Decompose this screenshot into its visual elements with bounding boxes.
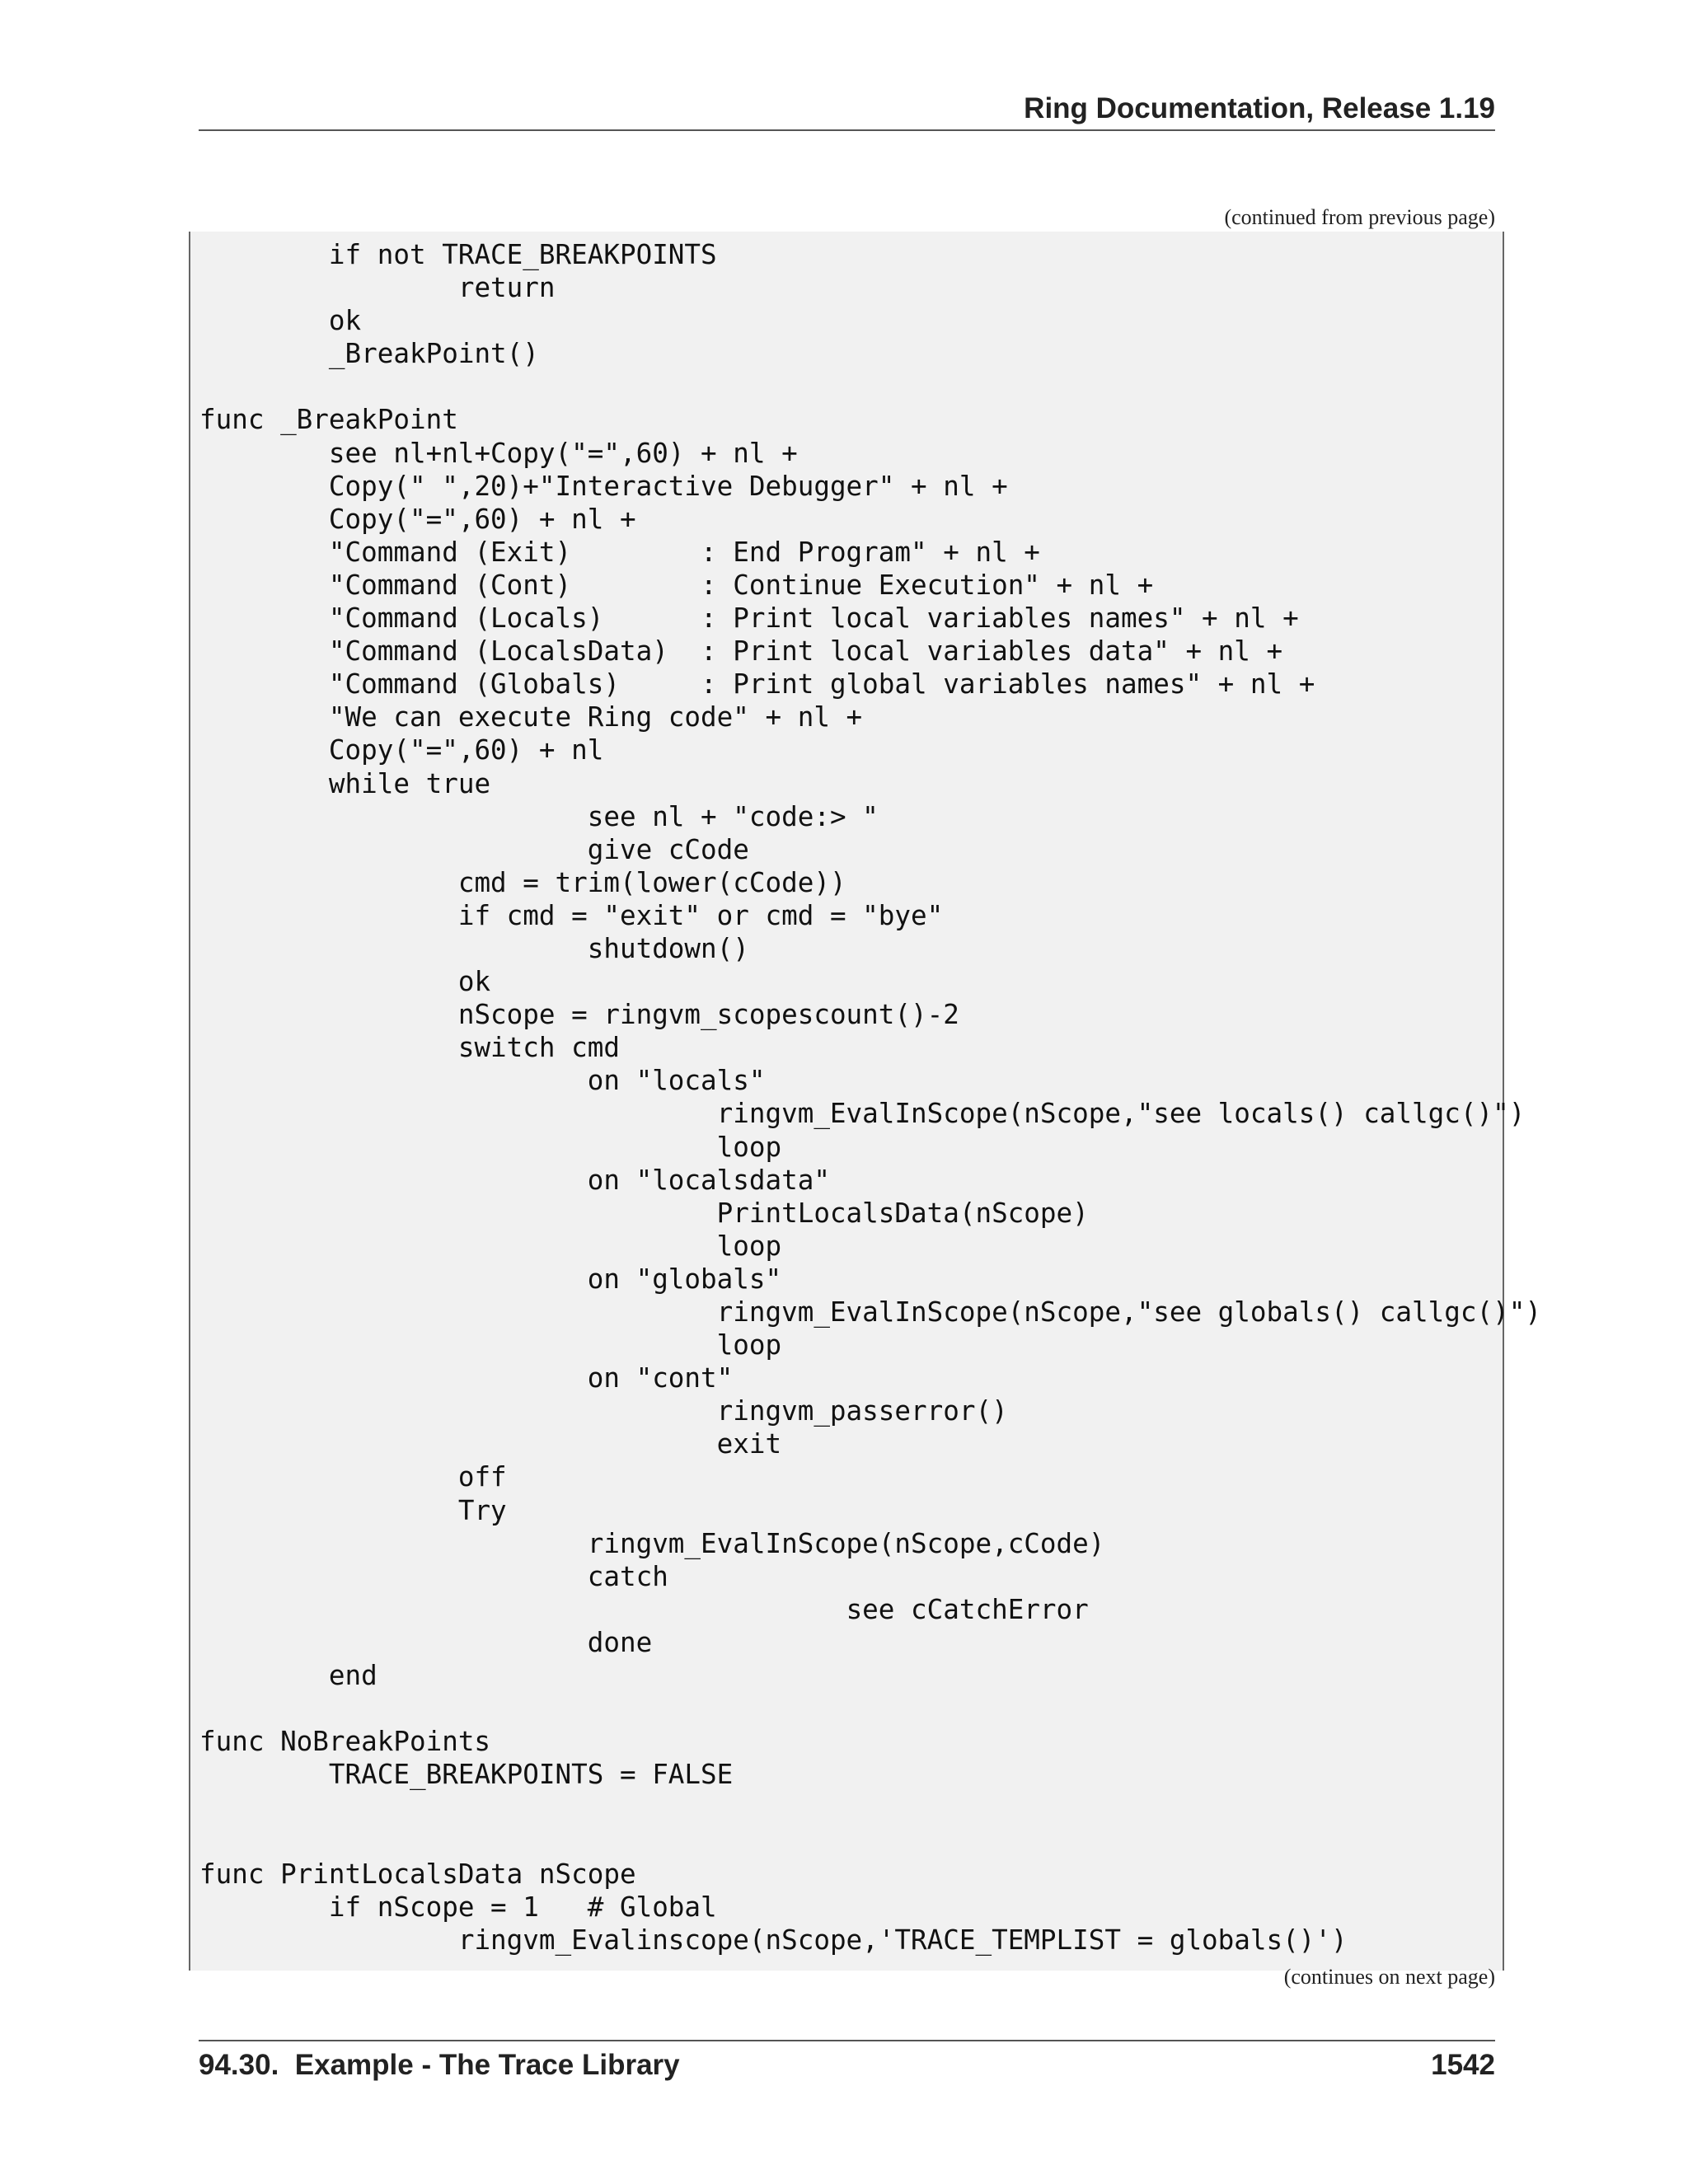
footer-section-title: 94.30. Example - The Trace Library — [199, 2049, 680, 2081]
code-line: if cmd = "exit" or cmd = "bye" — [199, 899, 944, 931]
code-line: ringvm_passerror() — [199, 1395, 1008, 1427]
code-line — [199, 1692, 1541, 1725]
code-line: "Command (Cont) : Continue Execution" + nl + — [199, 569, 1154, 601]
code-line: TRACE_BREAKPOINTS = FALSE — [199, 1759, 734, 1791]
code-line: func NoBreakPoints — [199, 1726, 491, 1758]
code-line: Try — [199, 1494, 507, 1526]
code-line: nScope = ringvm_scopescount()-2 — [199, 999, 959, 1031]
code-line: ok — [199, 966, 491, 998]
code-line: switch cmd — [199, 1032, 620, 1064]
code-line: if not TRACE_BREAKPOINTS — [199, 239, 717, 270]
code-line: Copy(" ",20)+"Interactive Debugger" + nl + — [199, 470, 1008, 502]
code-line — [199, 370, 1541, 403]
code-line: off — [199, 1461, 507, 1493]
code-listing — [199, 238, 1541, 1957]
code-line: end — [199, 1660, 377, 1692]
code-line: loop — [199, 1230, 782, 1262]
code-line: exit — [199, 1428, 782, 1460]
code-line: ringvm_Evalinscope(nScope,'TRACE_TEMPLIST = globals()') — [199, 1924, 1348, 1956]
header-title: Ring Documentation, Release 1.19 — [1024, 92, 1495, 124]
code-line: cmd = trim(lower(cCode)) — [199, 866, 846, 898]
code-line — [199, 1791, 1541, 1824]
footer-page-number: 1542 — [1431, 2049, 1495, 2081]
code-line: on "cont" — [199, 1362, 734, 1394]
code-line: on "locals" — [199, 1065, 766, 1097]
code-line: Copy("=",60) + nl — [199, 734, 604, 766]
code-line: on "localsdata" — [199, 1164, 830, 1196]
continued-from-note: (continued from previous page) — [1224, 205, 1495, 229]
code-line: see nl+nl+Copy("=",60) + nl + — [199, 437, 798, 469]
code-line: shutdown() — [199, 932, 749, 964]
code-line: ringvm_EvalInScope(nScope,cCode) — [199, 1527, 1105, 1559]
code-line: catch — [199, 1560, 668, 1592]
code-line: on "globals" — [199, 1263, 782, 1295]
code-line — [199, 1825, 1541, 1858]
code-line: func PrintLocalsData nScope — [199, 1858, 636, 1890]
footer-rule — [199, 2040, 1495, 2041]
code-line: _BreakPoint() — [199, 338, 539, 370]
code-line: done — [199, 1626, 653, 1658]
code-line: see cCatchError — [199, 1593, 1089, 1625]
code-line: give cCode — [199, 833, 749, 865]
code-line: "Command (LocalsData) : Print local variables data" + nl + — [199, 635, 1283, 668]
code-line: PrintLocalsData(nScope) — [199, 1197, 1089, 1229]
code-line: "We can execute Ring code" + nl + — [199, 701, 863, 733]
code-line: ringvm_EvalInScope(nScope,"see globals() callgc()") — [199, 1296, 1541, 1328]
code-line: "Command (Exit) : End Program" + nl + — [199, 536, 1040, 568]
code-line: return — [199, 272, 556, 304]
continues-on-note: (continues on next page) — [1283, 1965, 1495, 1989]
header-rule — [199, 129, 1495, 131]
code-line: ringvm_EvalInScope(nScope,"see locals() callgc()") — [199, 1098, 1526, 1130]
code-line: while true — [199, 767, 491, 799]
code-line: func _BreakPoint — [199, 404, 458, 436]
code-line: "Command (Globals) : Print global variables names" + nl + — [199, 668, 1315, 701]
code-line: "Command (Locals) : Print local variables names" + nl + — [199, 602, 1299, 635]
code-line: ok — [199, 305, 362, 337]
code-line: loop — [199, 1329, 782, 1361]
code-line: see nl + "code:> " — [199, 800, 879, 832]
code-line: Copy("=",60) + nl + — [199, 503, 636, 535]
code-line: loop — [199, 1131, 782, 1163]
code-line: if nScope = 1 # Global — [199, 1891, 717, 1923]
code-block — [189, 232, 1541, 1971]
